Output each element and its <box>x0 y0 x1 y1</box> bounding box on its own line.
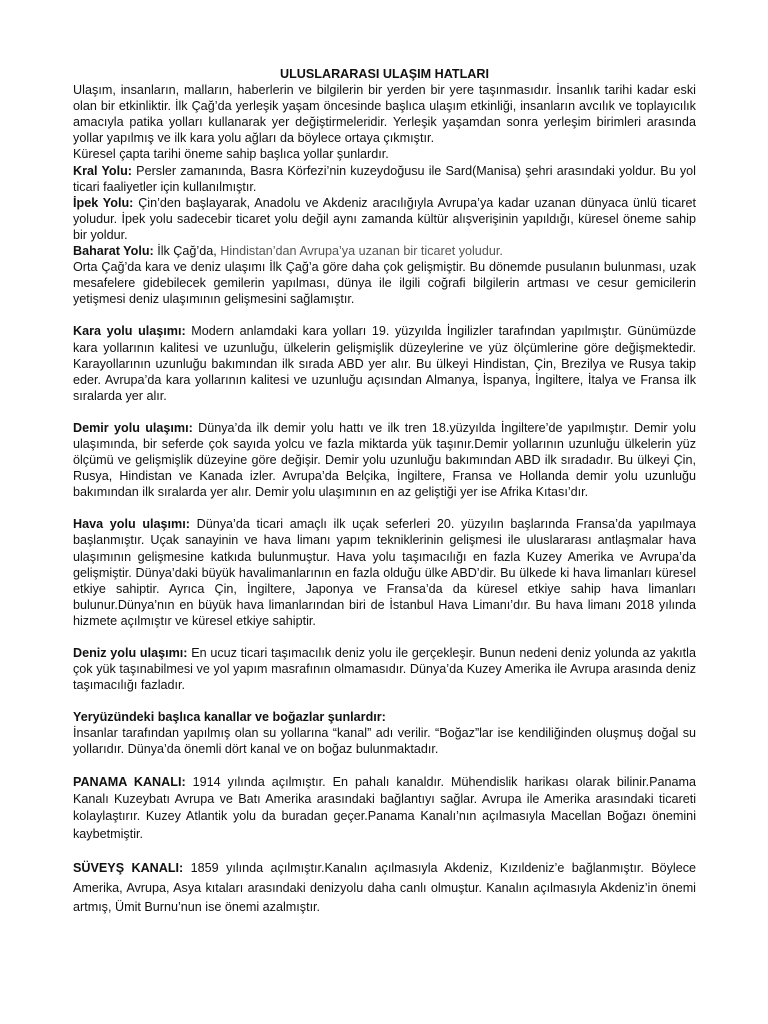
panama-text: 1914 yılında açılmıştır. En pahalı kanaldır. Mühendislik harikası olarak bilinir.Panama Kanalı Kuzeybatı Avrupa ve Batı Amerika arasındaki bağlantıyı sağlar. Avrupa ile Amerika arasındaki ticareti kolaylaştırır. Kuzey Atlantik yolu da buradan geçer.Panama Kanalı’nın açılmasıyla Macellan Boğazı önemini kaybetmiştir. <box>73 774 696 841</box>
intro-paragraph: Ulaşım, insanların, malların, haberlerin ve bilgilerin bir yerden bir yere taşınmasıdır. İnsanlık tarihi kadar eski olan bir etkinliktir. İlk Çağ’da yerleşik yaşam öncesinde başlıca ulaşım etkinliği, insanların avcılık ve toplayıcılık amacıyla patika yolları kullanarak yer değiştirmeleridir. Yerleşik yaşamdan sonra yerleşim birimleri arasında yollar yapılmış ve ilk kara yolu ağları da böylece ortaya çıkmıştır. <box>73 83 696 146</box>
hava-yolu-text: Dünya’da ticari amaçlı ilk uçak seferleri 20. yüzyılın başlarında Fransa’da yapılmaya başlanmıştır. Uçak sanayinin ve hava limanı yapım tekniklerinin gelişmesi ile uluslararası antlaşmalar hava ulaşımının gelişmesine katkıda bulunmuştur. Hava yolu taşımacılığı en fazla Kuzey Amerika ve Avrupa’da gelişmiştir. Dünya’daki büyük havalimanlarının en fazla olduğu ülke ABD’dir. Bu ülkede ki hava limanları küresel etkiye sahiptir. Ayrıca Çin, İngiltere, Japonya ve Fransa’da da küresel etkiye sahip hava limanları bulunur.Dünya’nın en büyük hava limanlarından biri de İstanbul Hava Limanı’dır. Bu hava limanı 2018 yılında hizmete açılmıştır ve küresel etkiye sahiptir. <box>73 517 696 628</box>
baharat-yolu-paragraph <box>73 243 696 259</box>
deniz-yolu-text: En ucuz ticari taşımacılık deniz yolu ile gerçekleşir. Bunun nedeni deniz yolunda az yakıtla çok yük taşınabilmesi ve yol yapım masrafının olmamasıdır. Dünya’da Kuzey Amerika ile Avrupa arasında deniz taşımacılığı fazladır. <box>73 646 696 693</box>
kral-yolu-paragraph <box>73 163 696 195</box>
suveys-text: 1859 yılında açılmıştır.Kanalın açılmasıyla Akdeniz, Kızıldeniz’e bağlanmıştır. Böylece Amerika, Avrupa, Asya kıtaları arasındaki denizyolu daha canlı olmuştur. Kanalın açılmasıyla Akdeniz’in önemi artmış, Ümit Burnu’nun ise önemi azalmıştır. <box>73 861 697 915</box>
hava-yolu-paragraph <box>73 516 696 629</box>
ipek-yolu-text: Çin’den başlayarak, Anadolu ve Akdeniz aracılığıyla Avrupa’ya kadar uzanan dünyaca ünlü ticaret yoludur. İpek yolu sadecebir ticaret yolu değil aynı zamanda kültür alışverişinin yapıldığı, küresel öneme sahip bir yoldur. <box>73 195 696 242</box>
demir-yolu-text: Dünya’da ilk demir yolu hattı ve ilk tren 18.yüzyılda İngiltere’de yapılmıştır. Demir yolu ulaşımında, bir seferde çok sayıda yolcu ve fazla miktarda yük taşınır.Demir yollarının uzunluğu ülkelerin yüz ölçümü ve gelişmişlik düzeyine göre değişir. Demir yolu uzunluğu bakımından ABD ilk sıradadır. Bu ülkeyi Çin, Rusya, Hindistan ve Kanada izler. Avrupa’da Belçika, İngiltere, Fransa ve Hollanda demir yolu uzunluğu bakımından ilk sıralarda yer alır. Demir yolu ulaşımının en az geliştiği yer ise Afrika Kıtası’dır. <box>73 420 696 500</box>
kara-yolu-label: Kara yolu ulaşımı: <box>73 324 186 339</box>
deniz-yolu-paragraph <box>73 645 696 693</box>
kral-yolu-text: Persler zamanında, Basra Körfezi’nin kuzeydoğusu ile Sard(Manisa) şehri arasındaki yoldur. Bu yol ticari faaliyetler için kullanılmıştır. <box>73 163 696 194</box>
kara-yolu-paragraph <box>73 323 696 403</box>
baharat-yolu-label: Baharat Yolu: <box>73 244 154 259</box>
baharat-yolu-text-b: Hindistan’dan Avrupa’ya uzanan bir ticaret yoludur. <box>216 244 503 259</box>
middle-age-paragraph: Orta Çağ’da kara ve deniz ulaşımı İlk Çağ’a göre daha çok gelişmiştir. Bu dönemde pusulanın bulunması, uzak mesafelere gidebilecek gemilerin yapılması, dünya ile ilgili coğrafi bilgilerin artması ve cesur gemicilerin yetişmesi deniz ulaşımının gelişmesini sağlamıştır. <box>73 260 696 307</box>
kral-yolu-label: Kral Yolu: <box>73 163 132 178</box>
ipek-yolu-paragraph <box>73 195 696 243</box>
kanallar-heading: Yeryüzündeki başlıca kanallar ve boğazlar şunlardır: <box>73 710 386 725</box>
document-title: ULUSLARARASI ULAŞIM HATLARI <box>280 67 489 81</box>
kanallar-paragraph: İnsanlar tarafından yapılmış olan su yollarına “kanal” adı verilir. “Boğaz”lar ise kendiliğinden oluşmuş doğal su yollarıdır. Dünya’da önemli dört kanal ve on boğaz bulunmaktadır. <box>73 726 696 757</box>
global-roads-line: Küresel çapta tarihi öneme sahip başlıca yollar şunlardır. <box>73 147 389 162</box>
deniz-yolu-label: Deniz yolu ulaşımı: <box>73 646 188 660</box>
baharat-yolu-text-a: İlk Çağ’da, <box>153 244 217 259</box>
ipek-yolu-label: İpek Yolu: <box>73 195 134 210</box>
suveys-paragraph <box>73 859 696 918</box>
demir-yolu-label: Demir yolu ulaşımı: <box>73 420 193 435</box>
suveys-label: SÜVEYŞ KANALI: <box>73 861 184 876</box>
demir-yolu-paragraph <box>73 420 696 500</box>
hava-yolu-label: Hava yolu ulaşımı: <box>73 517 190 532</box>
panama-label: PANAMA KANALI: <box>73 774 186 789</box>
kara-yolu-text: Modern anlamdaki kara yolları 19. yüzyılda İngilizler tarafından yapılmıştır. Günümüzde kara yollarının kalitesi ve uzunluğu, ülkelerin gelişmişlik düzeylerine ve yüz ölçümlerine göre değişmektedir. Karayollarının uzunluğu bakımından ilk sırada ABD yer alır. Bu ülkeyi Hindistan, Çin, Brezilya ve Rusya takip eder. Avrupa’da kara yollarının kalitesi ve uzunluğu açısından Almanya, İspanya, İngiltere, İtalya ve Fransa ilk sıralarda yer alır. <box>73 324 696 403</box>
panama-paragraph <box>73 774 696 844</box>
